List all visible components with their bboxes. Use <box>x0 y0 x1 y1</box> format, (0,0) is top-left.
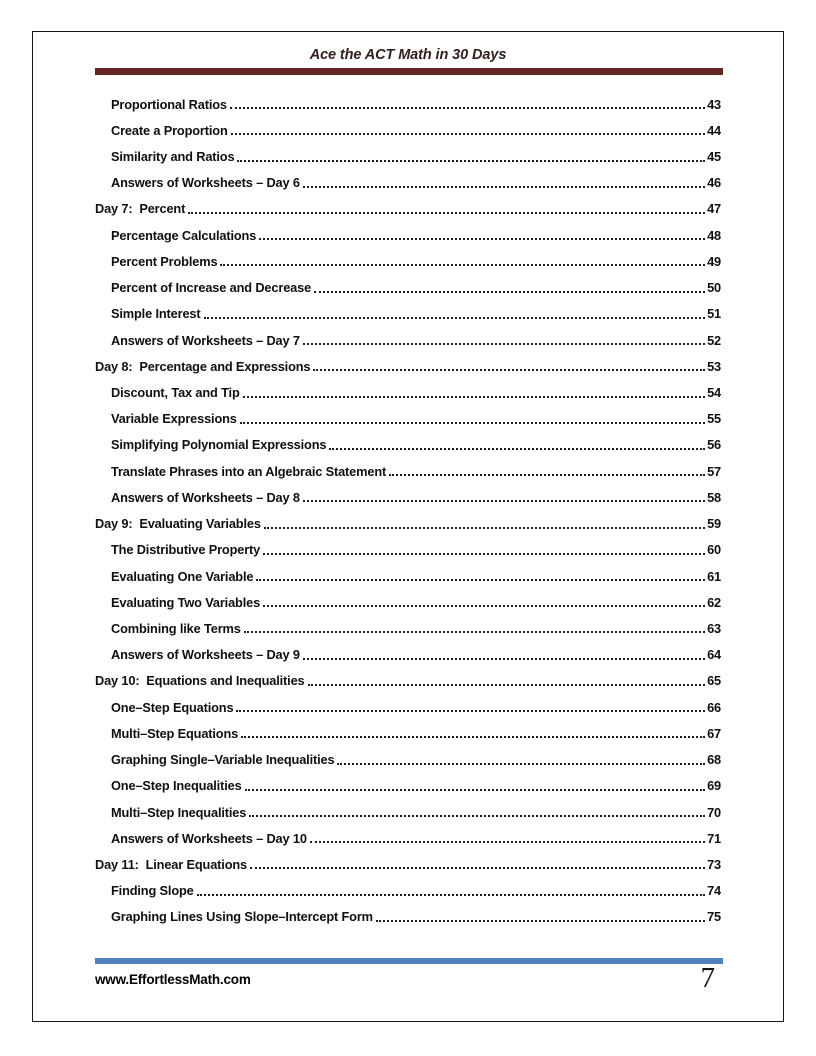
toc-entry-label: Answers of Worksheets – Day 6 <box>111 175 300 191</box>
dot-leader <box>204 317 706 319</box>
toc-entry[interactable] <box>95 379 721 405</box>
toc-entry[interactable] <box>95 248 721 274</box>
toc-entry-page: 43 <box>707 96 721 112</box>
page-number: 7 <box>700 962 715 994</box>
toc-entry-page: 53 <box>707 358 721 374</box>
toc-entry-label: Multi–Step Inequalities <box>111 804 247 820</box>
toc-entry[interactable] <box>95 746 721 772</box>
dot-leader <box>240 422 705 424</box>
toc-entry-page: 71 <box>707 830 721 846</box>
dot-leader <box>310 841 705 843</box>
page-sheet <box>32 31 784 1022</box>
toc-entry-page: 73 <box>707 856 721 872</box>
toc-entry[interactable] <box>95 117 721 143</box>
toc-entry-page: 64 <box>707 647 721 663</box>
dot-leader <box>263 605 705 607</box>
toc-entry-label: Combining like Terms <box>111 620 241 636</box>
toc-entry-page: 65 <box>707 673 721 689</box>
dot-leader <box>220 264 705 266</box>
toc-entry-label: Simplifying Polynomial Expressions <box>111 437 327 453</box>
toc-entry-page: 66 <box>707 699 721 715</box>
toc-entry-label: Day 10: Equations and Inequalities <box>95 673 305 689</box>
toc-entry[interactable] <box>95 301 721 327</box>
toc-entry-label: Multi–Step Equations <box>111 725 239 741</box>
toc-entry-label: Similarity and Ratios <box>111 149 235 165</box>
toc-entry[interactable] <box>95 537 721 563</box>
dot-leader <box>259 238 705 240</box>
toc-entry-page: 62 <box>707 594 721 610</box>
toc-entry[interactable] <box>95 904 721 930</box>
toc-entry-page: 55 <box>707 411 721 427</box>
toc-entry-page: 58 <box>707 489 721 505</box>
toc-entry-label: Day 8: Percentage and Expressions <box>95 358 311 374</box>
dot-leader <box>303 500 705 502</box>
dot-leader <box>230 107 705 109</box>
toc-entry[interactable] <box>95 196 721 222</box>
toc-entry-label: Graphing Lines Using Slope–Intercept Form <box>111 909 373 925</box>
toc-entry-page: 54 <box>707 385 721 401</box>
dot-leader <box>314 291 705 293</box>
dot-leader <box>264 527 705 529</box>
toc-entry-page: 75 <box>707 909 721 925</box>
toc-entry[interactable] <box>95 406 721 432</box>
toc-entry-label: Discount, Tax and Tip <box>111 385 240 401</box>
toc-entry-page: 63 <box>707 620 721 636</box>
toc-entry-page: 69 <box>707 778 721 794</box>
toc-entry-page: 49 <box>707 253 721 269</box>
toc-entry[interactable] <box>95 484 721 510</box>
toc-entry-label: One–Step Inequalities <box>111 778 242 794</box>
toc-entry[interactable] <box>95 825 721 851</box>
dot-leader <box>263 553 705 555</box>
dot-leader <box>197 894 705 896</box>
dot-leader <box>236 710 705 712</box>
toc-entry-page: 45 <box>707 149 721 165</box>
dot-leader <box>244 631 705 633</box>
dot-leader <box>389 474 705 476</box>
toc-entry-page: 51 <box>707 306 721 322</box>
dot-leader <box>250 867 705 869</box>
website-link[interactable]: www.EffortlessMath.com <box>95 972 251 987</box>
toc-entry-page: 56 <box>707 437 721 453</box>
toc-entry-label: Graphing Single–Variable Inequalities <box>111 752 335 768</box>
toc-entry-label: Create a Proportion <box>111 122 228 138</box>
toc-entry[interactable] <box>95 222 721 248</box>
toc-list <box>95 91 721 930</box>
toc-entry-page: 52 <box>707 332 721 348</box>
dot-leader <box>337 763 705 765</box>
dot-leader <box>249 815 705 817</box>
toc-entry-page: 74 <box>707 883 721 899</box>
dot-leader <box>243 396 705 398</box>
toc-entry[interactable] <box>95 720 721 746</box>
book-title: Ace the ACT Math in 30 Days <box>309 47 507 63</box>
toc-entry-label: Evaluating One Variable <box>111 568 254 584</box>
toc-entry-label: One–Step Equations <box>111 699 234 715</box>
toc-entry[interactable] <box>95 773 721 799</box>
dot-leader <box>245 789 706 791</box>
toc-entry[interactable] <box>95 511 721 537</box>
toc-entry-label: Answers of Worksheets – Day 9 <box>111 647 300 663</box>
footer-rule <box>95 958 723 964</box>
toc-entry-page: 68 <box>707 752 721 768</box>
dot-leader <box>241 736 705 738</box>
toc-entry-page: 67 <box>707 725 721 741</box>
toc-entry-page: 44 <box>707 122 721 138</box>
toc-entry-label: Percent Problems <box>111 253 218 269</box>
dot-leader <box>231 133 705 135</box>
toc-entry-label: Percent of Increase and Decrease <box>111 280 312 296</box>
dot-leader <box>188 212 705 214</box>
toc-entry-page: 57 <box>707 463 721 479</box>
dot-leader <box>313 369 705 371</box>
toc-entry-label: Day 11: Linear Equations <box>95 856 247 872</box>
toc-entry-label: Answers of Worksheets – Day 10 <box>111 830 307 846</box>
dot-leader <box>256 579 705 581</box>
toc-entry-label: Percentage Calculations <box>111 227 257 243</box>
toc-entry-label: Translate Phrases into an Algebraic Statement <box>111 463 387 479</box>
dot-leader <box>329 448 705 450</box>
toc-entry[interactable] <box>95 91 721 117</box>
toc-entry[interactable] <box>95 668 721 694</box>
toc-entry-label: Answers of Worksheets – Day 7 <box>111 332 300 348</box>
toc-entry[interactable] <box>95 851 721 877</box>
toc-entry[interactable] <box>95 589 721 615</box>
header-rule <box>95 68 723 75</box>
toc-entry[interactable] <box>95 143 721 169</box>
toc-entry[interactable] <box>95 615 721 641</box>
toc-entry[interactable] <box>95 694 721 720</box>
dot-leader <box>303 658 705 660</box>
toc-entry-label: Variable Expressions <box>111 411 237 427</box>
toc-entry-label: Finding Slope <box>111 883 194 899</box>
dot-leader <box>308 684 706 686</box>
toc-entry-label: Day 9: Evaluating Variables <box>95 516 261 532</box>
toc-entry[interactable] <box>95 458 721 484</box>
toc-entry[interactable] <box>95 170 721 196</box>
toc-entry-label: Answers of Worksheets – Day 8 <box>111 489 300 505</box>
toc-entry[interactable] <box>95 799 721 825</box>
toc-entry-label: Evaluating Two Variables <box>111 594 261 610</box>
toc-entry-label: Simple Interest <box>111 306 201 322</box>
toc-entry-label: Day 7: Percent <box>95 201 186 217</box>
toc-entry[interactable] <box>95 563 721 589</box>
toc-entry[interactable] <box>95 432 721 458</box>
toc-entry[interactable] <box>95 275 721 301</box>
toc-entry-page: 48 <box>707 227 721 243</box>
toc-entry[interactable] <box>95 878 721 904</box>
toc-entry[interactable] <box>95 353 721 379</box>
toc-entry-page: 59 <box>707 516 721 532</box>
toc-entry-page: 50 <box>707 280 721 296</box>
toc-entry-page: 47 <box>707 201 721 217</box>
dot-leader <box>376 920 705 922</box>
toc-entry-page: 70 <box>707 804 721 820</box>
toc-entry[interactable] <box>95 327 721 353</box>
toc-entry[interactable] <box>95 642 721 668</box>
toc-entry-page: 60 <box>707 542 721 558</box>
toc-entry-label: Proportional Ratios <box>111 96 227 112</box>
dot-leader <box>237 160 705 162</box>
toc-entry-label: The Distributive Property <box>111 542 261 558</box>
toc-entry-page: 46 <box>707 175 721 191</box>
toc-entry-page: 61 <box>707 568 721 584</box>
dot-leader <box>303 343 705 345</box>
dot-leader <box>303 186 705 188</box>
